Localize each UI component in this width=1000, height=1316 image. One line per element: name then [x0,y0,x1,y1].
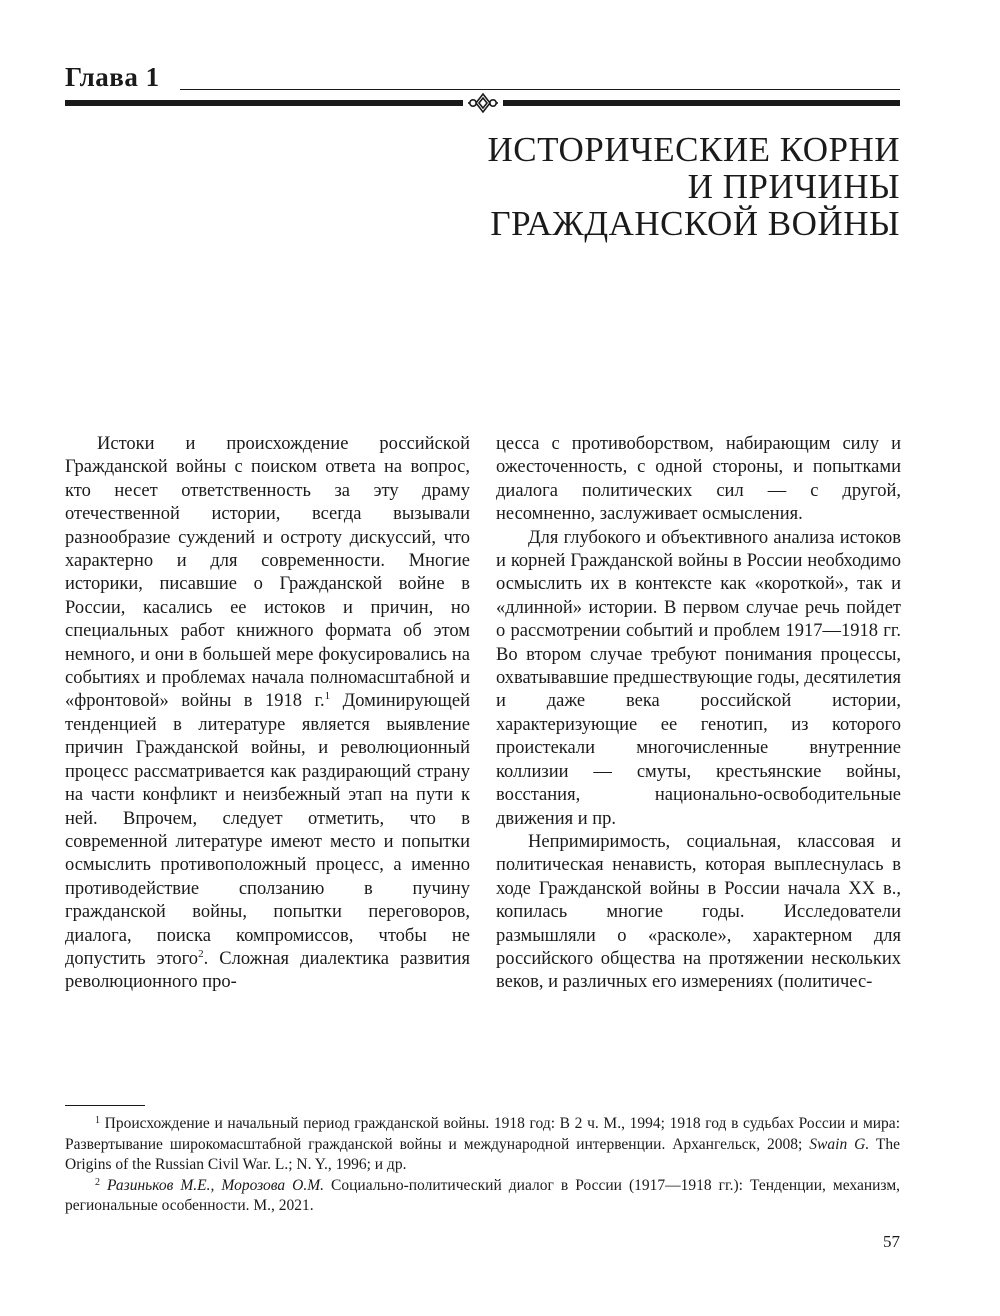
body-column-right [496,433,901,995]
ornament-knot-icon [468,92,498,114]
chapter-title [300,131,900,242]
footnote-2-text: Социально-политический диалог в России (1917—1918 гг.): Тенденции, механизм, региональные особенности. М., 2021. [65,1176,900,1214]
footnote-1-number: 1 [95,1115,100,1126]
chapter-label: Глава 1 [65,62,160,92]
body-paragraph-1-part-1: Истоки и происхождение российской Гражданской войны с поиском ответа на вопрос, кто несет ответственность за эту драму отечественной истории, всегда вызывали разнообразие суждений и остроту дискуссий, что характерно и для современности. Многие историки, писавшие о Гражданской войне в России, касались ее истоков и причин, но специальных работ книжного формата об этом немного, и они в большей мере фокусировались на событиях и проблемах начала полномасштабной и «фронтовой» войны в 1918 г. [65,434,470,712]
chapter-title-line-1: ИСТОРИЧЕСКИЕ КОРНИ [487,130,900,169]
footnote-separator [65,1105,145,1106]
chapter-title-line-2: И ПРИЧИНЫ [687,167,900,206]
body-paragraph-1-part-3: . Сложная диалектика развития революционного про- [65,948,470,993]
page-number: 57 [883,1232,900,1251]
body-paragraph-1 [65,433,470,995]
body-paragraph-2: Для глубокого и объективного анализа истоков и корней Гражданской войны в России необходимо осмыслить их в контексте как «короткой», так и «длинной» истории. В первом случае речь пойдет о рассмотрении событий и проблем 1917—1918 гг. Во втором случае требуют понимания процессы, охватывавшие предшествующие годы, десятилетия и даже века российской истории, характеризующие ее генотип, из которого проистекали многочисленные внутренние коллизии — смуты, крестьянские войны, восстания, национально-освободительные движения и пр. [496,527,901,829]
header-rule-left [65,100,463,106]
footnotes [65,1114,900,1217]
header-rule-right [503,100,900,106]
body-paragraph-1-part-2: Доминирующей тенденцией в литературе является выявление причин Гражданской войны, и революционный процесс рассматривается как раздирающий страну на части конфликт и неизбежный этап на пути к ней. Впрочем, следует отметить, что в современной литературе имеют место и попытки осмыслить противоположный процесс, а именно противодействие сползанию в пучину гражданской войны, попытки переговоров, диалога, поиска компромиссов, чтобы не допустить этого [65,691,470,969]
footnote-1-text: Происхождение и начальный период гражданской войны. 1918 год: В 2 ч. М., 1994; 1918 год в судьбах России и мира: Развертывание широкомасштабной гражданской войны и международной интервенции. Архангельск, 2008; [65,1115,900,1153]
footnote-ref-1[interactable]: 1 [324,690,331,703]
footnote-2-authors: Разиньков М.Е., Морозова О.М. [100,1176,325,1194]
footnote-1-author: Swain G. [809,1135,870,1153]
footnote-2 [65,1176,900,1217]
footnote-1 [65,1114,900,1176]
chapter-title-line-3: ГРАЖДАНСКОЙ ВОЙНЫ [490,204,900,243]
body-paragraph-1-continued: цесса с противоборством, набирающим силу и ожесточенность, с одной стороны, и попытками диалога политических сил — с другой, несомненно, заслуживает осмысления. [496,434,901,525]
footnote-2-number: 2 [95,1176,100,1188]
body-column-left [65,433,470,995]
footnote-1-text-2: The Origins of the Russian Civil War. L.; N. Y., 1996; и др. [65,1135,900,1173]
footnote-ref-2[interactable]: 2 [198,947,204,960]
header-rule-thin [180,89,900,90]
body-paragraph-3: Непримиримость, социальная, классовая и политическая ненависть, которая выплеснулась в ходе Гражданской войны в России начала XX в., копилась многие годы. Исследователи размышляли о «расколе», характерном для российского общества на протяжении нескольких веков, и различных его измерениях (политичес- [496,831,901,993]
